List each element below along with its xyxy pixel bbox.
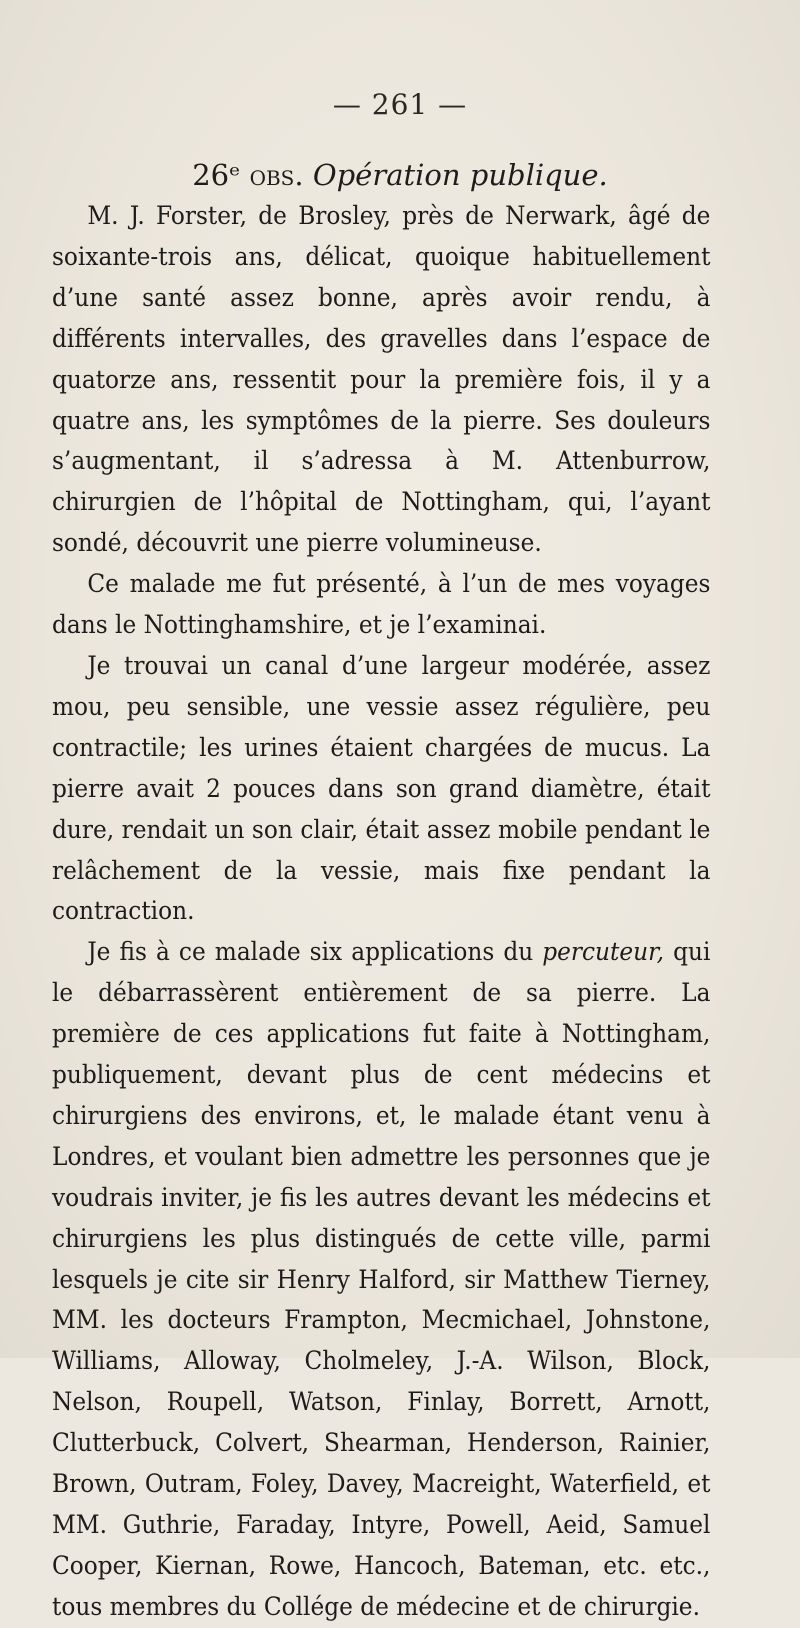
paragraph-text: Je trouvai un canal d’une largeur modérée, assez mou, peu sensible, une vessie assez régulière, peu contractile; les urines étaient chargées de mucus. La pierre avait 2 pouces dans son grand diamètre, était dure, rendait un son clair, était assez mobile pendant le relâchement de la vessie, mais fixe pendant la contraction. <box>52 650 711 926</box>
paragraph-text: qui le débarrassèrent entièrement de sa pierre. La première de ces applications fut faite à Nottingham, publiquement, devant plus de cent médecins et chirurgiens des environs, et, le malade étant venu à Londres, et voulant bien admettre les personnes que je voudrais inviter, je fis les autres devant les médecins et chirurgiens les plus distingués de cette ville, parmi lesquels je cite sir Henry Halford, sir Matthew Tierney, MM. les docteurs Frampton, Mecmichael, Johnstone, Williams, Alloway, Cholmeley, J.-A. Wilson, Block, Nelson, Roupell, Watson, Finlay, Borrett, Arnott, Clutterbuck, Colvert, Shearman, Henderson, Rainier, Brown, Outram, Foley, Davey, Macreight, Waterfield, et MM. Guthrie, Faraday, Intyre, Powell, Aeid, Samuel Cooper, Kiernan, Rowe, Hancoch, Bateman, etc. etc., tous membres du Collége de médecine et de chirurgie. <box>52 937 711 1621</box>
paragraph-text: Ce malade me fut présenté, à l’un de mes voyages dans le Nottinghamshire, et je l’examinai. <box>52 569 711 640</box>
section-title <box>0 158 800 192</box>
paragraph-2 <box>52 564 710 646</box>
paragraph-1 <box>52 196 710 564</box>
paragraph-text: Je fis à ce malade six applications du <box>87 937 543 967</box>
paragraph-text: M. J. Forster, de Brosley, près de Nerwark, âgé de soixante-trois ans, délicat, quoique habituellement d’une santé assez bonne, après avoir rendu, à différents intervalles, des gravelles dans l’espace de quatorze ans, ressentit pour la première fois, il y a quatre ans, les symptômes de la pierre. Ses douleurs s’augmentant, il s’adressa à M. Attenburrow, chirurgien de l’hôpital de Nottingham, qui, l’ayant sondé, découvrit une pierre volumineuse. <box>52 201 711 558</box>
paragraph-3 <box>52 646 710 932</box>
observation-number: 26ᵉ obs. <box>192 158 304 192</box>
page-number: — 261 — <box>332 88 468 121</box>
body-text <box>52 196 710 1628</box>
italic-term: percuteur, <box>542 937 665 967</box>
paragraph-4 <box>52 932 710 1627</box>
section-heading: Opération publique. <box>312 158 608 192</box>
